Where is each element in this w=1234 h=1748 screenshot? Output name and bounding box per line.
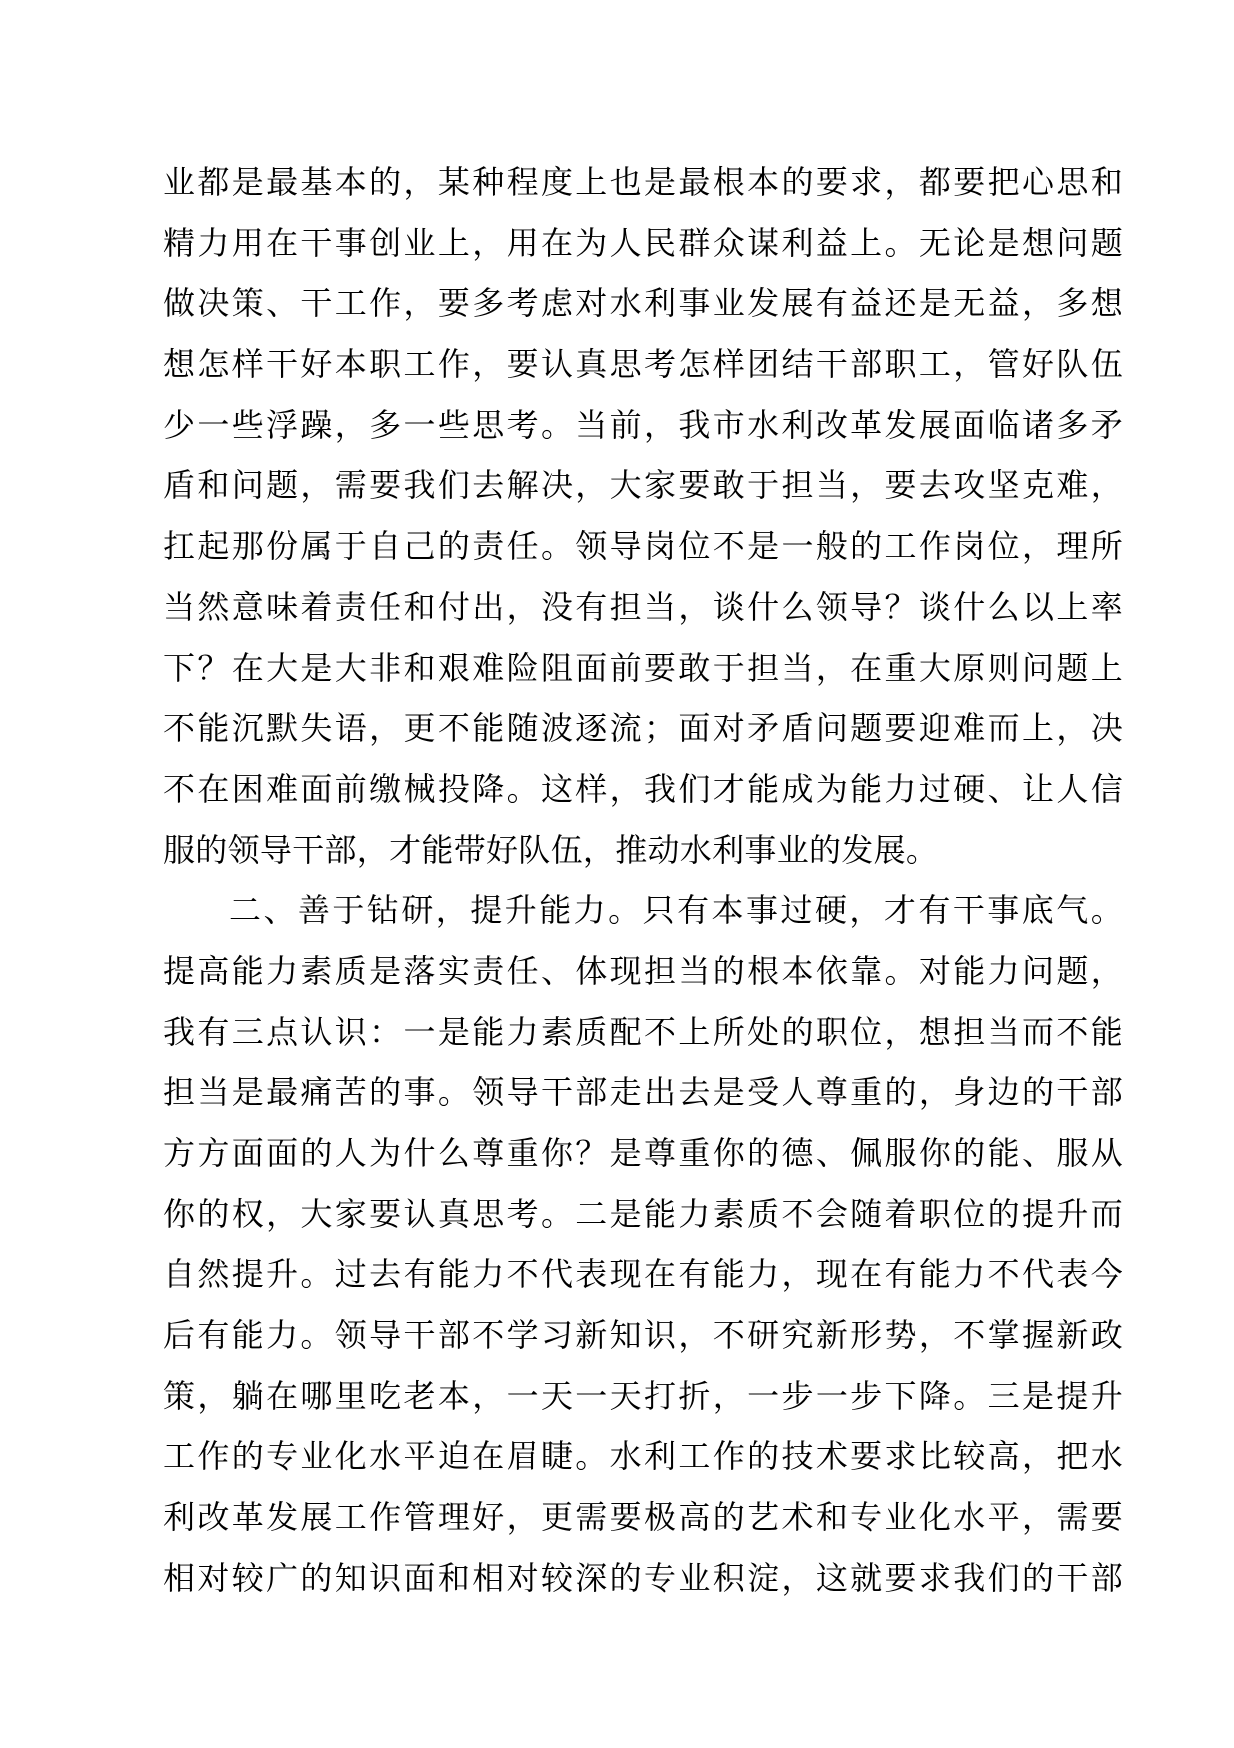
text-line-8: 当然意味着责任和付出，没有担当，谈什么领导？谈什么以上率 [163,587,1123,626]
text-line-6: 盾和问题，需要我们去解决，大家要敢于担当，要去攻坚克难， [163,466,1123,505]
text-line-12: 服的领导干部，才能带好队伍，推动水利事业的发展。 [163,830,939,869]
text-line-5: 少一些浮躁，多一些思考。当前，我市水利改革发展面临诸多矛 [163,405,1123,444]
text-line-9: 下？在大是大非和艰难险阻面前要敢于担当，在重大原则问题上 [163,648,1123,687]
text-line-23: 利改革发展工作管理好，更需要极高的艺术和专业化水平，需要 [163,1498,1123,1537]
text-line-22: 工作的专业化水平迫在眉睫。水利工作的技术要求比较高，把水 [163,1437,1123,1476]
text-line-19: 自然提升。过去有能力不代表现在有能力，现在有能力不代表今 [163,1255,1123,1294]
text-line-21: 策，躺在哪里吃老本，一天一天打折，一步一步下降。三是提升 [163,1376,1123,1415]
text-line-10: 不能沉默失语，更不能随波逐流；面对矛盾问题要迎难而上，决 [163,709,1123,748]
text-line-3: 做决策、干工作，要多考虑对水利事业发展有益还是无益，多想 [163,284,1123,323]
text-line-4: 想怎样干好本职工作，要认真思考怎样团结干部职工，管好队伍 [163,345,1123,384]
text-line-1: 业都是最基本的，某种程度上也是最根本的要求，都要把心思和 [163,163,1123,201]
text-line-15: 我有三点认识：一是能力素质配不上所处的职位，想担当而不能 [163,1012,1123,1051]
text-line-7: 扛起那份属于自己的责任。领导岗位不是一般的工作岗位，理所 [163,527,1123,566]
text-line-17: 方方面面的人为什么尊重你？是尊重你的德、佩服你的能、服从 [163,1134,1123,1172]
text-line-24: 相对较广的知识面和相对较深的专业积淀，这就要求我们的干部 [163,1558,1123,1597]
body-text [163,152,1123,1609]
text-line-2: 精力用在干事创业上，用在为人民群众谋利益上。无论是想问题 [163,223,1123,262]
text-line-20: 后有能力。领导干部不学习新知识，不研究新形势，不掌握新政 [163,1316,1123,1355]
text-line-16: 担当是最痛苦的事。领导干部走出去是受人尊重的，身边的干部 [163,1073,1123,1112]
text-line-18: 你的权，大家要认真思考。二是能力素质不会随着职位的提升而 [163,1194,1123,1233]
text-line-14: 提高能力素质是落实责任、体现担当的根本依靠。对能力问题， [163,951,1123,990]
text-line-11: 不在困难面前缴械投降。这样，我们才能成为能力过硬、让人信 [163,769,1123,808]
section-heading-line: 二、善于钻研，提升能力。只有本事过硬，才有干事底气。 [229,891,1123,930]
